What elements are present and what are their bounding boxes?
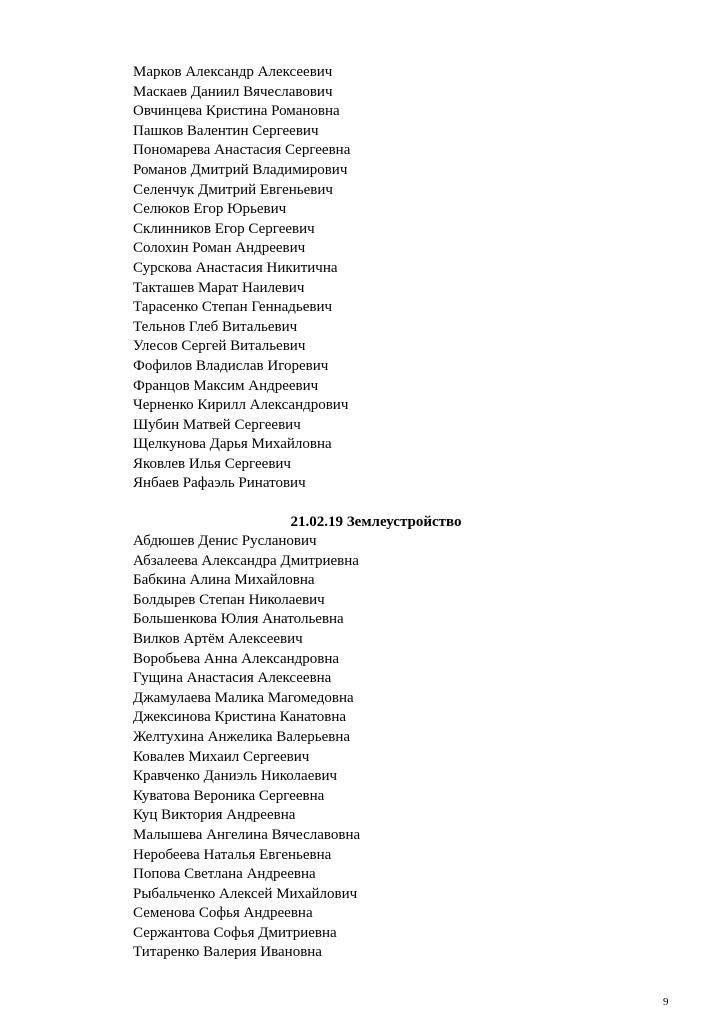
list-item-name: Семенова Софья Андреевна bbox=[133, 905, 313, 922]
list-item-name: Овчинцева Кристина Романовна bbox=[133, 103, 340, 120]
list-item-name: Тарасенко Степан Геннадьевич bbox=[133, 299, 333, 316]
list-item-name: Абзалеева Александра Дмитриевна bbox=[133, 552, 359, 569]
list-item-name: Пашков Валентин Сергеевич bbox=[133, 122, 319, 139]
list-item-name: Селюков Егор Юрьевич bbox=[133, 201, 287, 218]
list-item-name: Воробьева Анна Александровна bbox=[133, 650, 340, 667]
list-item-name: Пономарева Анастасия Сергеевна bbox=[133, 142, 351, 159]
section-heading: 21.02.19 Землеустройство bbox=[290, 514, 462, 530]
list-item-name: Джексинова Кристина Канатовна bbox=[133, 709, 347, 726]
list-item-name: Титаренко Валерия Ивановна bbox=[133, 944, 322, 961]
list-item-name: Шубин Матвей Сергеевич bbox=[133, 416, 301, 433]
list-item-name: Сержантова Софья Дмитриевна bbox=[133, 924, 337, 941]
list-item-name: Большенкова Юлия Анатольевна bbox=[133, 611, 344, 628]
list-item-name: Такташев Марат Наилевич bbox=[133, 279, 305, 296]
list-item-name: Кравченко Даниэль Николаевич bbox=[133, 768, 338, 785]
list-item-name: Рыбальченко Алексей Михайлович bbox=[133, 885, 358, 902]
list-item-name: Селенчук Дмитрий Евгеньевич bbox=[133, 181, 333, 198]
list-item-name: Щелкунова Дарья Михайловна bbox=[133, 436, 332, 453]
list-item-name: Желтухина Анжелика Валерьевна bbox=[133, 728, 351, 745]
list-item-name: Маскаев Даниил Вячеславович bbox=[133, 83, 333, 100]
list-item-name: Фофилов Владислав Игоревич bbox=[133, 357, 329, 374]
list-item-name: Романов Дмитрий Владимирович bbox=[133, 161, 348, 178]
list-item-name: Джамулаева Малика Магомедовна bbox=[133, 689, 354, 706]
list-item-name: Солохин Роман Андреевич bbox=[133, 240, 306, 257]
list-item-name: Яковлев Илья Сергеевич bbox=[133, 455, 291, 472]
list-item-name: Бабкина Алина Михайловна bbox=[133, 572, 315, 589]
list-item-name: Сурскова Анастасия Никитична bbox=[133, 259, 338, 276]
list-item-name: Абдюшев Денис Русланович bbox=[133, 533, 317, 549]
list-item-name: Вилков Артём Алексеевич bbox=[133, 630, 303, 647]
list-item-name: Куц Виктория Андреевна bbox=[133, 807, 296, 824]
list-item-name: Улесов Сергей Витальевич bbox=[133, 338, 306, 355]
list-item-name: Малышева Ангелина Вячеславовна bbox=[133, 826, 361, 843]
list-item-name: Францов Максим Андреевич bbox=[133, 377, 319, 394]
list-item-name: Марков Александр Алексеевич bbox=[133, 64, 333, 80]
list-item-name: Ковалев Михаил Сергеевич bbox=[133, 748, 310, 765]
list-item-name: Тельнов Глеб Витальевич bbox=[133, 318, 298, 335]
list-item-name: Неробеева Наталья Евгеньевна bbox=[133, 846, 332, 863]
list-item-name: Склинников Егор Сергеевич bbox=[133, 220, 315, 237]
list-item-name: Болдырев Степан Николаевич bbox=[133, 591, 325, 608]
list-item-name: Попова Светлана Андреевна bbox=[133, 866, 316, 883]
list-item-name: Янбаев Рафаэль Ринатович bbox=[133, 475, 306, 492]
list-item-name: Куватова Вероника Сергеевна bbox=[133, 787, 325, 804]
page-number: 9 bbox=[663, 996, 669, 1008]
list-item-name: Черненко Кирилл Александрович bbox=[133, 397, 349, 414]
list-item-name: Гущина Анастасия Алексеевна bbox=[133, 670, 332, 687]
